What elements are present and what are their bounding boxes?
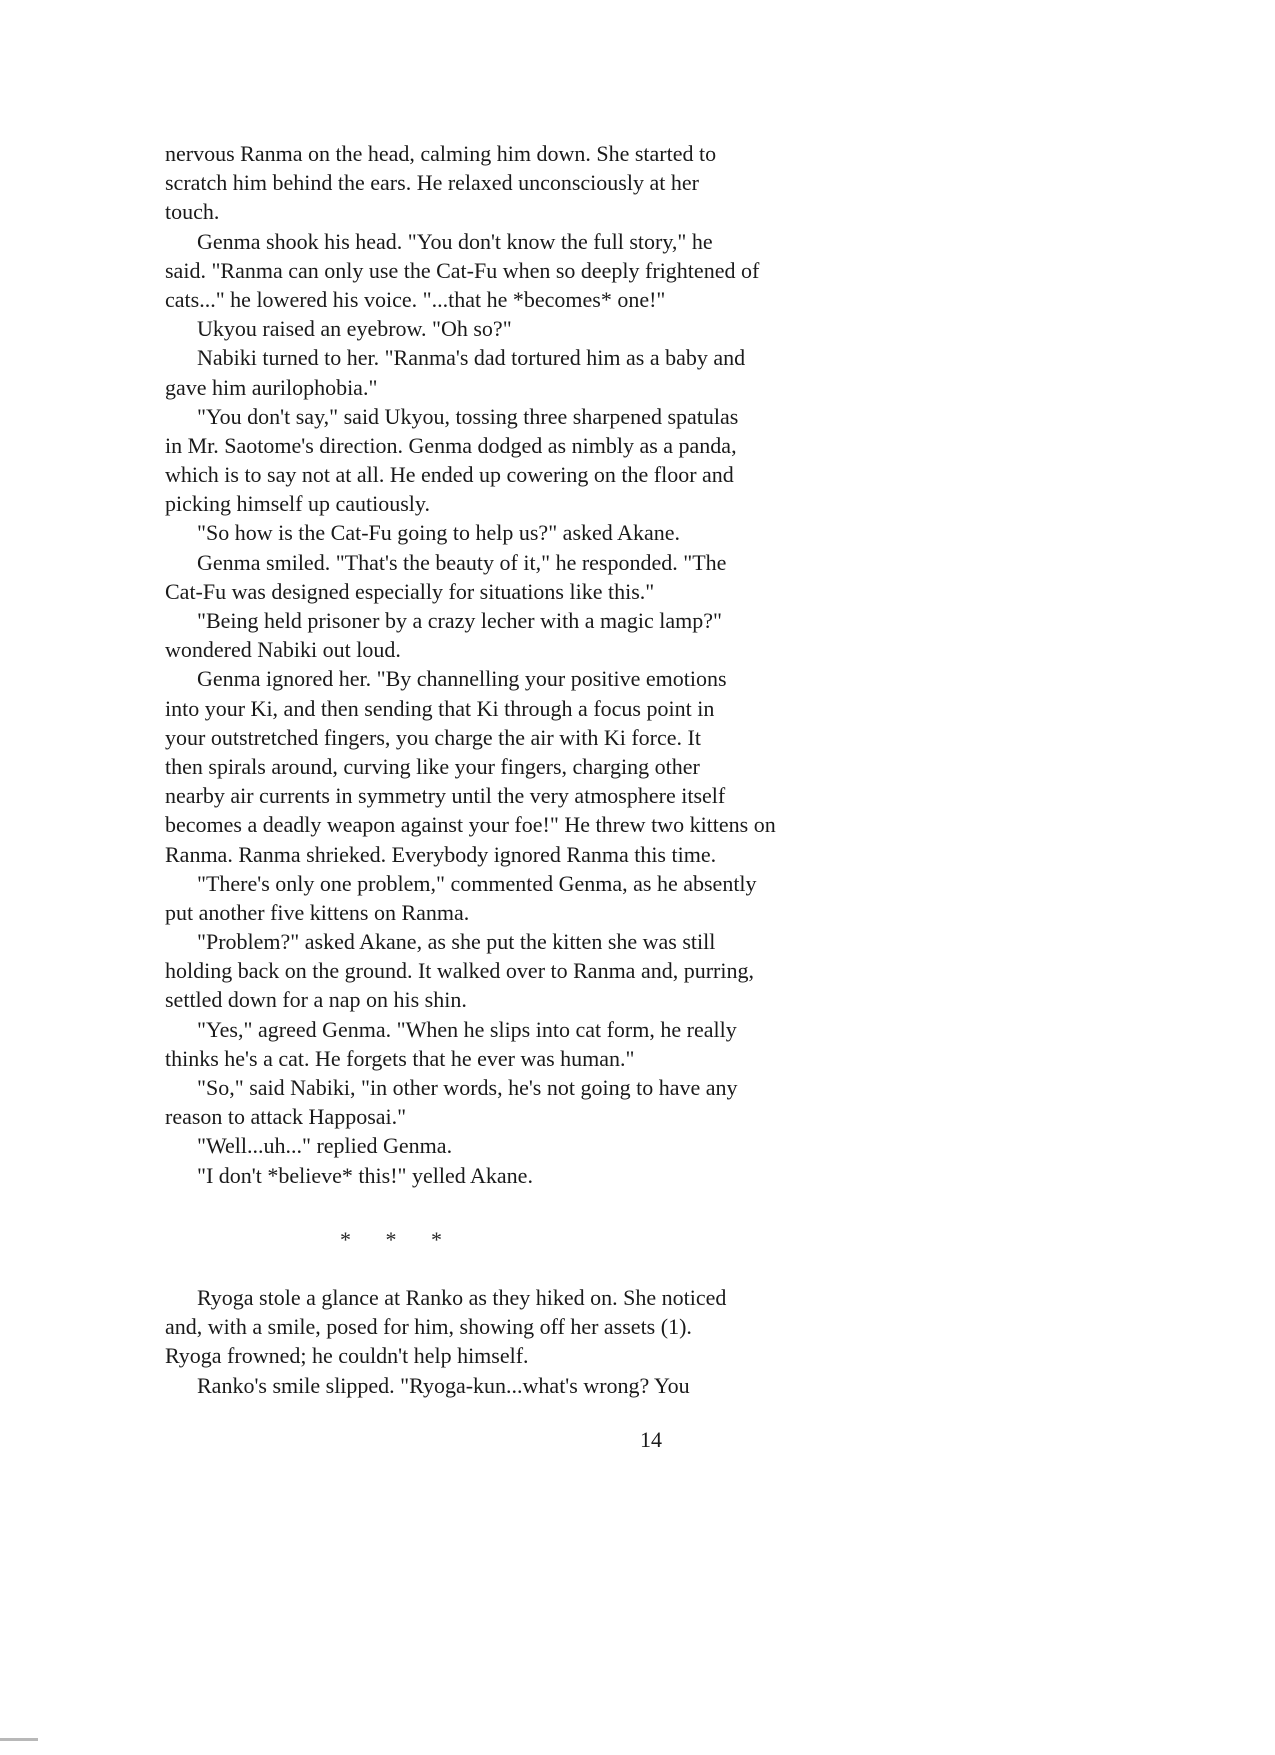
- text-line: scratch him behind the ears. He relaxed unconsciously at her: [165, 170, 699, 196]
- separator-asterisk: *: [431, 1227, 442, 1252]
- body-text-section-2: [165, 1283, 885, 1400]
- text-line: holding back on the ground. It walked over to Ranma and, purring,: [165, 958, 754, 984]
- text-line: "Yes," agreed Genma. "When he slips into cat form, he really: [197, 1016, 737, 1042]
- separator-asterisk: *: [385, 1227, 397, 1252]
- text-line: cats..." he lowered his voice. "...that he *becomes* one!": [165, 286, 666, 312]
- text-line: picking himself up cautiously.: [165, 491, 430, 517]
- text-line: Ranko's smile slipped. "Ryoga-kun...what's wrong? You: [197, 1372, 690, 1398]
- text-line: "Problem?" asked Akane, as she put the kitten she was still: [197, 929, 716, 955]
- text-line: Ranma. Ranma shrieked. Everybody ignored Ranma this time.: [165, 841, 717, 867]
- text-line: Genma smiled. "That's the beauty of it," he responded. "The: [197, 549, 727, 575]
- separator-asterisk: *: [340, 1227, 351, 1252]
- text-line: thinks he's a cat. He forgets that he ever was human.": [165, 1045, 635, 1071]
- text-line: nervous Ranma on the head, calming him down. She started to: [165, 141, 717, 166]
- text-line: and, with a smile, posed for him, showing off her assets (1).: [165, 1314, 692, 1340]
- text-line: "You don't say," said Ukyou, tossing three sharpened spatulas: [197, 403, 739, 429]
- text-line: nearby air currents in symmetry until the very atmosphere itself: [165, 783, 726, 809]
- text-line: which is to say not at all. He ended up cowering on the floor and: [165, 462, 734, 488]
- text-line: settled down for a nap on his shin.: [165, 987, 467, 1013]
- scene-break-separator: [340, 1227, 471, 1253]
- text-line: your outstretched fingers, you charge the air with Ki force. It: [165, 724, 701, 750]
- text-line: Ryoga stole a glance at Ranko as they hiked on. She noticed: [197, 1285, 727, 1310]
- text-line: Ryoga frowned; he couldn't help himself.: [165, 1343, 529, 1369]
- text-line: "So," said Nabiki, "in other words, he's not going to have any: [197, 1075, 738, 1100]
- text-line: "Well...uh..." replied Genma.: [197, 1133, 453, 1159]
- text-line: "Being held prisoner by a crazy lecher with a magic lamp?": [197, 608, 722, 633]
- text-line: in Mr. Saotome's direction. Genma dodged as nimbly as a panda,: [165, 432, 737, 458]
- text-line: Ukyou raised an eyebrow. "Oh so?": [197, 316, 512, 342]
- page-number: 14: [640, 1427, 662, 1452]
- text-line: "I don't *believe* this!" yelled Akane.: [197, 1162, 533, 1188]
- text-line: Genma ignored her. "By channelling your positive emotions: [197, 666, 727, 692]
- text-line: "There's only one problem," commented Genma, as he absently: [197, 870, 757, 896]
- text-line: into your Ki, and then sending that Ki through a focus point in: [165, 695, 715, 721]
- text-line: wondered Nabiki out loud.: [165, 637, 401, 663]
- text-line: put another five kittens on Ranma.: [165, 899, 470, 925]
- text-line: Genma shook his head. "You don't know the full story," he: [197, 228, 713, 254]
- text-line: Cat-Fu was designed especially for situations like this.": [165, 578, 655, 604]
- text-line: becomes a deadly weapon against your foe!" He threw two kittens on: [165, 812, 776, 838]
- text-line: reason to attack Happosai.": [165, 1104, 407, 1130]
- body-text-section-1: [165, 139, 885, 1190]
- scan-edge-mark: [0, 1738, 38, 1741]
- text-line: touch.: [165, 199, 220, 225]
- text-line: "So how is the Cat-Fu going to help us?" asked Akane.: [197, 520, 680, 546]
- text-line: Nabiki turned to her. "Ranma's dad tortured him as a baby and: [197, 345, 746, 371]
- text-line: then spirals around, curving like your fingers, charging other: [165, 753, 700, 779]
- text-line: gave him aurilophobia.": [165, 374, 378, 400]
- text-line: said. "Ranma can only use the Cat-Fu when so deeply frightened of: [165, 257, 760, 283]
